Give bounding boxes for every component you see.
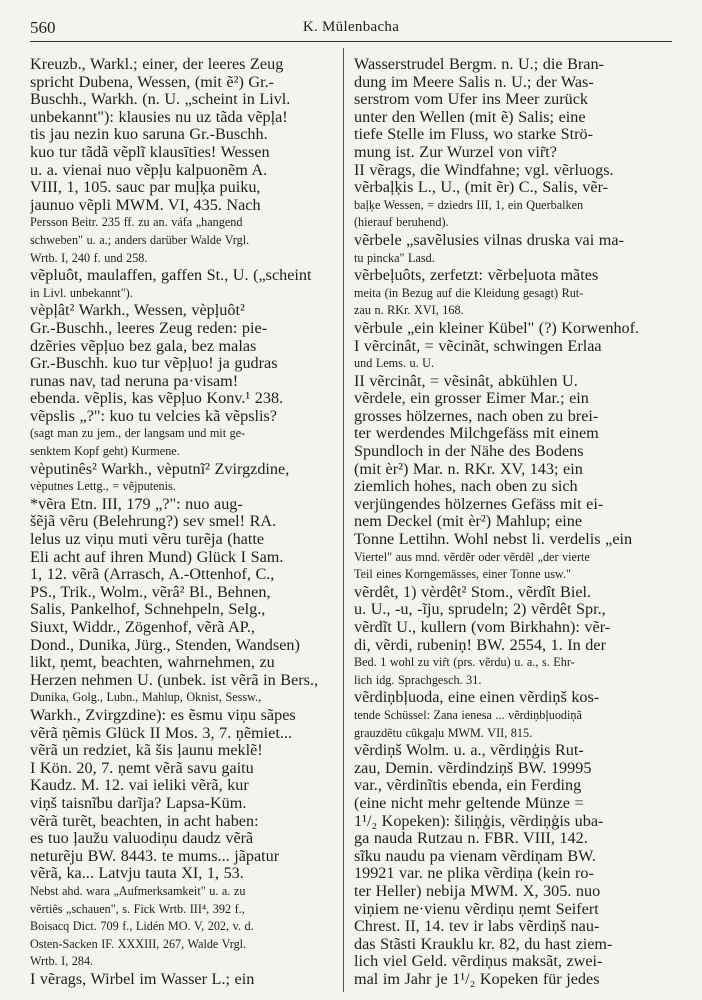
text-line: kuo tur tãdã vẽplĩ klausīties! Wessen [30, 143, 270, 161]
text-line: Herzen nehmen U. (unbek. ist vẽrã in Bers., [30, 671, 319, 689]
text-line: vẽrdiņbļuoda, eine einen vẽrdiņš kos- [354, 689, 600, 707]
text-line: II vẽrcinât, = vẽsinât, abkühlen U. [354, 372, 578, 390]
text-line: ter Heller) nebija MWM. X, 305. nuo [354, 882, 601, 900]
text-line: (mit èr²) Mar. n. RKr. XV, 143; ein [354, 460, 583, 478]
text-line: Viertel" aus mnd. vẽrdẽr oder vẽrdẽl „der vierte [354, 549, 590, 564]
text-line: Nebst ahd. wara „Aufmerksamkeit" u. a. zu [30, 883, 246, 898]
text-line: vèpļât² Warkh., Wessen, vèpļuôt² [30, 302, 245, 320]
text-line: ga nauda Rutzau n. FBR. VIII, 142. [354, 830, 588, 848]
text-line: vèputnes Lettg., = vẽjputenis. [30, 479, 176, 494]
text-line: Siuxt, Widdr., Zögenhof, vẽrã AP., [30, 619, 255, 636]
text-line: Boisacq Dict. 709 f., Lidén MO. V, 202, v. d. [30, 919, 254, 934]
text-line: vẽrã, ka... Latvju tauta XI, 1, 53. [30, 865, 244, 883]
text-line: Eli acht auf ihren Mund) Glück I Sam. [30, 548, 284, 566]
text-line: Osten-Sacken IF. XXXIII, 267, Walde Vrgl. [30, 936, 247, 951]
text-line: Persson Beitr. 235 ff. zu an. váfa „hangend [30, 215, 243, 230]
text-line: VIII, 1, 105. sauc par muļķa puiku, [30, 179, 261, 197]
text-line: vẽrdêt, 1) vèrdêt² Stom., vẽrdît Biel. [354, 583, 592, 601]
text-line: spricht Dubena, Wessen, (mit ẽ²) Gr.- [30, 73, 275, 91]
text-line: lelus uz viņu muti vẽru turẽja (hatte [30, 531, 265, 549]
text-line: schweben" u. a.; anders darüber Walde Vrgl. [30, 232, 250, 247]
text-line: grosses hölzernes, nach oben zu brei- [354, 407, 599, 425]
text-line: viņš taisnĩbu darĩja? Lapsa-Küm. [30, 794, 247, 812]
text-line: baļķe Wessen, = dziedrs III, 1, ein Querbalken [354, 197, 584, 212]
text-line: u. U., -u, -ĩju, sprudeln; 2) vẽrdêt Spr., [354, 601, 606, 619]
text-line: vẽrã un redziet, kã šis ļaunu meklẽ! [30, 742, 263, 760]
text-line: es tuo ļaužu valuodiņu daudz vẽrã [30, 830, 254, 848]
left-column [30, 56, 336, 992]
text-line: ebenda. vẽplis, kas vẽpļuo Konv.¹ 238. [30, 390, 284, 408]
text-line: Dond., Dunika, Jürg., Stenden, Wandsen) [30, 636, 300, 654]
text-line: Warkh., Zvirgzdine): es ẽsmu viņu sãpes [30, 706, 296, 724]
text-line: dzẽries vẽpļuo bez gala, bez malas [30, 337, 257, 355]
text-line: vẽrtiês „schauen", s. Fick Wrtb. III⁴, 392 f., [30, 901, 245, 916]
text-line: zau, Demin. vẽrdindziņš BW. 19995 [354, 759, 592, 777]
text-line: viņiem ne·vienu vẽrdiņu ņemt Seifert [354, 900, 599, 918]
header-rule [30, 41, 672, 42]
text-line: vẽrdele, ein grosser Eimer Mar.; ein [354, 390, 589, 408]
text-line: Wasserstrudel Bergm. n. U.; die Bran- [354, 56, 604, 73]
text-line: mung ist. Zur Wurzel von vir̃t? [354, 143, 557, 161]
text-line: meita (in Bezug auf die Kleidung gesagt) Rut- [354, 285, 584, 300]
text-line: sĩku naudu pa vienam vẽrdiņam BW. [354, 847, 596, 865]
text-line: šẽjã vẽru (Belehrung?) sev smel! RA. [30, 513, 277, 531]
text-line: vẽrbaļķis L., U., (mit ẽr) C., Salis, vẽr- [354, 179, 609, 197]
text-line: Salis, Pankelhof, Schnehpeln, Selg., [30, 601, 266, 619]
text-line: grauzdẽtu cũkgaļu MWM. VII, 815. [354, 725, 533, 740]
text-line: vẽrã ņẽmis Glück II Mos. 3, 7. ņẽmiet... [30, 724, 292, 742]
text-line: zau n. RKr. XVI, 168. [354, 303, 464, 318]
text-line: 1, 12. vẽrã (Arrasch, A.-Ottenhof, C., [30, 566, 275, 584]
text-line: tu pincka" Lasd. [354, 250, 435, 265]
text-line: Chrest. II, 14. tev ir labs vẽrdiņš nau- [354, 918, 600, 936]
text-line: runas nav, tad neruna pa·visam! [30, 372, 239, 390]
text-line: var., vẽrdinĩtis ebenda, ein Ferding [354, 777, 582, 795]
text-line: I vẽrags, Wirbel im Wasser L.; ein [30, 970, 255, 988]
text-line: tis jau nezin kuo saruna Gr.-Buschh. [30, 126, 268, 144]
text-line: unter den Wellen (mit ẽ) Salis; eine [354, 108, 586, 126]
text-line: I Kön. 20, 7. ņemt vẽrã savu gaitu [30, 759, 254, 777]
text-line: Spundloch in der Nähe des Bodens [354, 443, 584, 461]
text-line: II vẽrags, die Windfahne; vgl. vẽrluogs. [354, 161, 614, 179]
text-line: I vẽrcinât, = vẽcinãt, schwingen Erlaa [354, 337, 602, 355]
text-line: jaunuo vẽpli MWM. VI, 435. Nach [30, 196, 261, 214]
text-line: lich idg. Sprachgesch. 31. [354, 672, 482, 687]
page-number: 560 [30, 18, 56, 37]
text-line: Wrtb. I, 240 f. und 258. [30, 250, 148, 265]
text-line: Wrtb. I, 284. [30, 954, 94, 969]
text-line: vẽrbele „savẽlusies vilnas druska vai ma- [354, 231, 624, 249]
column-divider [343, 48, 344, 992]
text-line: vẽpluôt, maulaffen, gaffen St., U. („scheint [30, 267, 312, 285]
text-line: Bed. 1 wohl zu vir̃t (prs. vẽrdu) u. a., s. Ehr- [354, 655, 575, 670]
text-line: *vẽra Etn. III, 179 „?": nuo aug- [30, 495, 243, 513]
text-line: tiefe Stelle im Fluss, wo starke Strö- [354, 126, 594, 144]
text-line: nem Deckel (mit èr²) Mahlup; eine [354, 513, 583, 531]
right-column [354, 56, 672, 992]
text-line: (eine nicht mehr geltende Münze = [354, 794, 584, 812]
text-line: Dunika, Golg., Lubn., Mahlup, Oknist, Sessw., [30, 690, 262, 705]
text-line: verjüngendes hölzernes Gefäss mit ei- [354, 495, 604, 513]
text-line: in Livl. unbekannt"). [30, 285, 133, 300]
text-line: neturẽju BW. 8443. te mums... jãpatur [30, 847, 280, 865]
text-line: vẽrbeļuôts, zerfetzt: vẽrbeļuota mãtes [354, 267, 599, 285]
text-line: 1¹/₂ Kopeken): šiliņģis, vẽrdiņģis uba- [354, 812, 604, 830]
text-line: Buschh., Warkh. (n. U. „scheint in Livl. [30, 91, 291, 109]
text-line: lich viel Geld. vẽrdiņus maksãt, zwei- [354, 953, 603, 971]
text-line: vèputinês² Warkh., vèputnĩ² Zvirgzdine, [30, 460, 290, 478]
text-line: likt, ņemt, beachten, wahrnehmen, zu [30, 654, 275, 672]
text-line: ter werdendes Milchgefäss mit einem [354, 425, 599, 443]
text-line: Teil eines Korngemässes, einer Tonne usw." [354, 567, 571, 582]
text-line: Kaudz. M. 12. vai ieliki vẽrã, kur [30, 777, 249, 795]
text-line: serstrom vom Ufer ins Meer zurück [354, 91, 589, 109]
text-line: tende Schüssel: Zana ienesa ... vẽrdiņbļuodiņã [354, 707, 582, 722]
text-line: ziemlich hohes, nach oben zu sich [354, 478, 578, 496]
text-line: Kreuzb., Warkl.; einer, der leeres Zeug [30, 56, 284, 73]
text-line: Gr.-Buschh. kuo tur vẽpļuo! ja gudras [30, 355, 278, 373]
text-line: vẽrdiņš Wolm. u. a., vẽrdiņģis Rut- [354, 742, 584, 760]
running-title: K. Mülenbacha [302, 19, 400, 35]
text-line: (sagt man zu jem., der langsam und mit ge- [30, 426, 246, 441]
text-line: vẽrbule „ein kleiner Kübel" (?) Korwenhof. [354, 319, 640, 337]
text-line: Gr.-Buschh., leeres Zeug reden: pie- [30, 319, 268, 337]
text-line: u. a. vienai nuo vẽpļu kalpuonẽm A. [30, 161, 268, 179]
text-line: (hierauf beruhend). [354, 215, 449, 230]
text-line: Tonne Lettihn. Wohl nebst li. verdelis „ein [354, 531, 633, 549]
text-line: 19921 var. ne plika vẽrdiņa (kein ro- [354, 865, 594, 883]
text-line: vẽrã turẽt, beachten, in acht haben: [30, 812, 259, 830]
text-line: dung im Meere Salis n. U.; der Was- [354, 73, 594, 91]
text-line: unbekannt"): klausies nu uz tãda vẽpļa! [30, 108, 288, 126]
text-line: vẽrdĩt U., kullern (vom Birkhahn): vẽr- [354, 619, 611, 636]
text-line: senktem Kopf geht) Kurmene. [30, 444, 180, 459]
text-line: und Lems. u. U. [354, 356, 435, 371]
text-line: vẽpslis „?": kuo tu velcies kã vẽpslis? [30, 407, 277, 425]
text-line: das Stãsti Krauklu kr. 82, du hast ziem- [354, 935, 613, 953]
page-header [30, 14, 672, 40]
text-line: PS., Trik., Wolm., vẽrâ² Bl., Behnen, [30, 583, 271, 601]
text-line: di, vẽrdi, rubeniņ! BW. 2554, 1. In der [354, 636, 606, 654]
text-line: mal im Jahr je 1¹/₂ Kopeken für jedes [354, 970, 600, 988]
